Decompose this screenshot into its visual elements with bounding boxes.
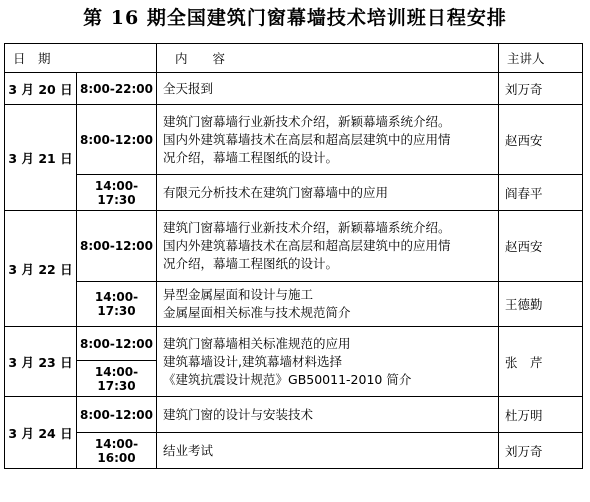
table-row <box>5 211 583 282</box>
content-line: 建筑幕墙设计,建筑幕墙材料选择 <box>163 353 342 369</box>
header-date: 日 期 <box>5 44 157 73</box>
speaker-cell: 刘万奇 <box>499 433 583 469</box>
content-line: 国内外建筑幕墙技术在高层和超高层建筑中的应用情 <box>163 131 451 147</box>
schedule-table <box>4 43 583 469</box>
content-line: 金属屋面相关标准与技术规范简介 <box>163 305 351 320</box>
content-cell <box>157 73 499 105</box>
time-cell: 8:00-12:00 <box>77 397 157 433</box>
content-line: 建筑门窗幕墙相关标准规范的应用 <box>163 335 351 351</box>
header-speaker: 主讲人 <box>499 44 583 73</box>
content-line: 况介绍，幕墙工程图纸的设计。 <box>163 149 339 165</box>
content-line: 建筑门窗的设计与安装技术 <box>163 406 314 422</box>
content-cell <box>157 211 499 282</box>
speaker-cell: 阎春平 <box>499 175 583 211</box>
table-row <box>5 282 583 327</box>
page-title: 第 16 期全国建筑门窗幕墙技术培训班日程安排 <box>83 7 507 29</box>
content-line: 建筑门窗幕墙行业新技术介绍，新颖幕墙系统介绍。 <box>163 220 451 235</box>
time-cell: 14:00-17:30 <box>77 175 157 211</box>
time-cell: 8:00-12:00 <box>77 327 157 361</box>
content-line: 全天报到 <box>163 80 214 96</box>
time-cell: 14:00-17:30 <box>77 361 157 397</box>
content-line: 结业考试 <box>163 442 214 458</box>
content-cell <box>157 327 499 397</box>
table-row <box>5 327 583 361</box>
content-line: 国内外建筑幕墙技术在高层和超高层建筑中的应用情 <box>163 238 451 253</box>
date-cell: 3 月 22 日 <box>5 211 77 327</box>
time-cell: 14:00-16:00 <box>77 433 157 469</box>
date-cell: 3 月 20 日 <box>5 73 77 105</box>
date-cell: 3 月 24 日 <box>5 397 77 469</box>
content-cell <box>157 282 499 327</box>
content-line: 异型金属屋面和设计与施工 <box>163 287 314 302</box>
speaker-cell: 赵西安 <box>499 105 583 175</box>
speaker-cell: 赵西安 <box>499 211 583 282</box>
speaker-cell: 王德勤 <box>499 282 583 327</box>
table-row <box>5 73 583 105</box>
table-row <box>5 105 583 175</box>
time-cell: 14:00-17:30 <box>77 282 157 327</box>
content-line: 《建筑抗震设计规范》GB50011-2010 简介 <box>163 371 412 387</box>
time-cell: 8:00-12:00 <box>77 105 157 175</box>
content-cell <box>157 433 499 469</box>
date-cell: 3 月 21 日 <box>5 105 77 211</box>
content-line: 有限元分析技术在建筑门窗幕墙中的应用 <box>163 184 389 200</box>
speaker-cell: 刘万奇 <box>499 73 583 105</box>
speaker-cell: 张 芹 <box>499 327 583 397</box>
content-cell <box>157 175 499 211</box>
content-cell <box>157 397 499 433</box>
time-cell: 8:00-12:00 <box>77 211 157 282</box>
speaker-cell: 杜万明 <box>499 397 583 433</box>
header-content: 内 容 <box>157 44 499 73</box>
content-cell <box>157 105 499 175</box>
date-cell: 3 月 23 日 <box>5 327 77 397</box>
table-row <box>5 433 583 469</box>
header-row <box>5 44 583 73</box>
table-row <box>5 397 583 433</box>
content-line: 况介绍，幕墙工程图纸的设计。 <box>163 256 339 271</box>
time-cell: 8:00-22:00 <box>77 73 157 105</box>
table-row <box>5 175 583 211</box>
content-line: 建筑门窗幕墙行业新技术介绍，新颖幕墙系统介绍。 <box>163 113 451 129</box>
